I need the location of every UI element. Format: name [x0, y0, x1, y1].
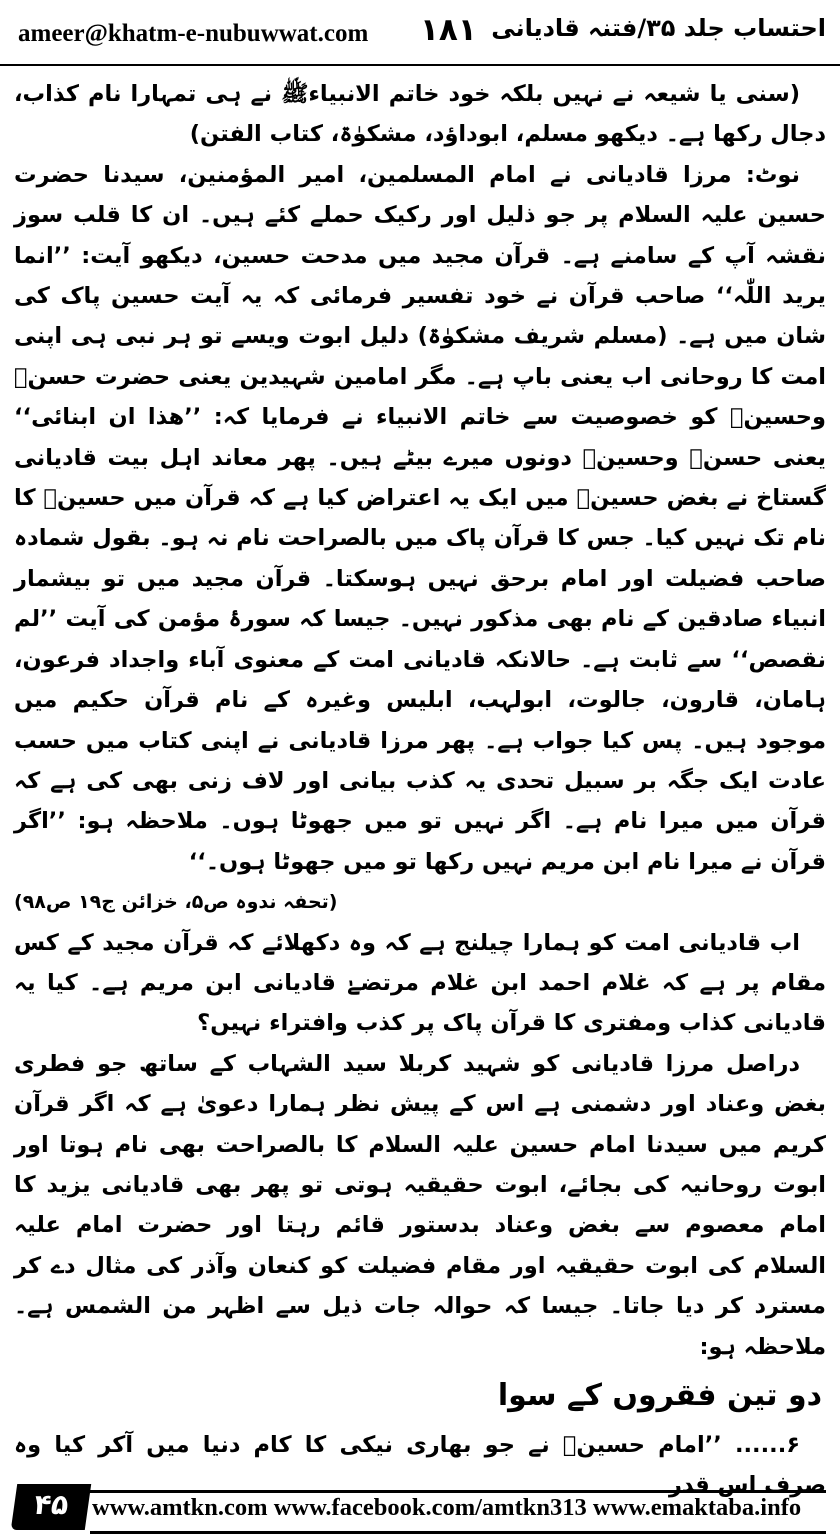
section-heading: دو تین فقروں کے سوا: [497, 1378, 822, 1413]
header-title: احتساب جلد ۳۵/فتنہ قادیانی: [491, 14, 826, 42]
paragraph-claim: دراصل مرزا قادیانی کو شہید کربلا سید الشہاب کے ساتھ جو فطری بغض وعناد اور دشمنی ہے اس کے پیش نظر ہمارا دعویٰ ہے کہ اگر قرآن کریم میں سیدنا امام حسین علیہ السلام کا بالصراحت بھی نام ہوتا اور ابوت روحانیہ کی بجائے، ابوت حقیقیہ ہوتی تو پھر بھی قادیانی یزید کا امام معصوم سے بغض وعناد بدستور قائم رہتا اور حضرت امام علیہ السلام کی ابوت حقیقیہ اور مقام فضیلت کو کنعان وآذر کی مثال دے کر مسترد کر دیا جاتا۔ جیسا کہ حوالہ جات ذیل سے اظہر من الشمس ہے۔ ملاحظہ ہو:: [14, 1050, 826, 1360]
footer-page-box: ۴۵: [11, 1484, 91, 1530]
paragraph-note: نوٹ: مرزا قادیانی نے امام المسلمین، امیر المؤمنین، سیدنا حضرت حسین علیہ السلام پر جو ذلیل اور رکیک حملے کئے ہیں۔ ان کا قلب سوز نقشہ آپ کے سامنے ہے۔ قرآن مجید میں مدحت حسین، دیکھو آیت: ’’انما یرید اللّٰہ‘‘ صاحب قرآن نے خود تفسیر فرمائی کہ یہ آیت حسین پاک کی شان میں ہے۔ (مسلم شریف مشکوٰۃ) دلیل ابوت ویسے تو ہر نبی ہی اپنی امت کا روحانی اب یعنی باپ ہے۔ مگر امامین شہیدین یعنی حضرت حسنؓ وحسینؓ کو خصوصیت سے خاتم الانبیاء نے فرمایا کہ: ’’ھذا ان ابنائی‘‘ یعنی حسنؓ وحسینؓ دونوں میرے بیٹے ہیں۔ پھر معاند اہل بیت قادیانی گستاخ نے بغض حسینؓ میں ایک یہ اعتراض کیا ہے کہ قرآن میں حسینؓ کا نام تک نہیں کیا۔ جس کا قرآن پاک میں بالصراحت نام نہ ہو۔ بقول شمادہ صاحب فضیلت اور امام برحق نہیں ہوسکتا۔ قرآن مجید میں تو بیشمار انبیاء صادقین کے نام بھی مذکور نہیں۔ جیسا کہ سورۂ مؤمن کی آیت ’’لم نقصص‘‘ سے ثابت ہے۔ حالانکہ قادیانی امت کے معنوی آباء واجداد فرعون، ہامان، قارون، جالوت، ابولہب، ابلیس وغیرہ کے نام قرآن حکیم میں موجود ہیں۔ پس کیا جواب ہے۔ پھر مرزا قادیانی نے اپنی کتاب میں حسب عادت ایک جگہ بر سبیل تحدی یہ کذب بیانی اور لاف زنی بھی کی ہے کہ قرآن میں میرا نام ہے۔ اگر نہیں تو میں جھوٹا ہوں۔ ملاحظہ ہو: ’’اگر قرآن نے میرا نام ابن مریم نہیں رکھا تو میں جھوٹا ہوں۔‘‘: [14, 161, 826, 875]
paragraph-challenge: اب قادیانی امت کو ہمارا چیلنج ہے کہ وہ دکھلائے کہ قرآن مجید کے کس مقام پر ہے کہ غلام احمد ابن غلام مرتضےٰ قادیانی ابن مریم ہے۔ کیا یہ قادیانی کذاب ومفتری کا قرآن پاک پر کذب وافتراء نہیں؟: [14, 929, 826, 1037]
header-email: ameer@khatm-e-nubuwwat.com: [18, 20, 369, 47]
header-page-number: ۱۸۱: [420, 12, 477, 48]
paragraph-quote-6: ۶...... ’’امام حسینؓ نے جو بھاری نیکی کا کام دنیا میں آکر کیا وہ صرف اس قدر: [14, 1432, 826, 1499]
reference-line: [14, 882, 826, 922]
page-header: [0, 0, 840, 66]
reference-citation: (تحفہ ندوہ ص۵، خزائن ج۱۹ ص۹۸): [14, 891, 338, 914]
footer-links[interactable]: www.amtkn.com www.facebook.com/amtkn313 www.emaktaba.info: [92, 1494, 802, 1521]
paragraph-hadith-note: (سنی یا شیعہ نے نہیں بلکہ خود خاتم الانبیاءﷺ نے ہی تمہارا نام کذاب، دجال رکھا ہے۔ دیکھو مسلم، ابوداؤد، مشکوٰۃ، کتاب الفتن): [14, 81, 826, 148]
page-body: [14, 74, 826, 1506]
